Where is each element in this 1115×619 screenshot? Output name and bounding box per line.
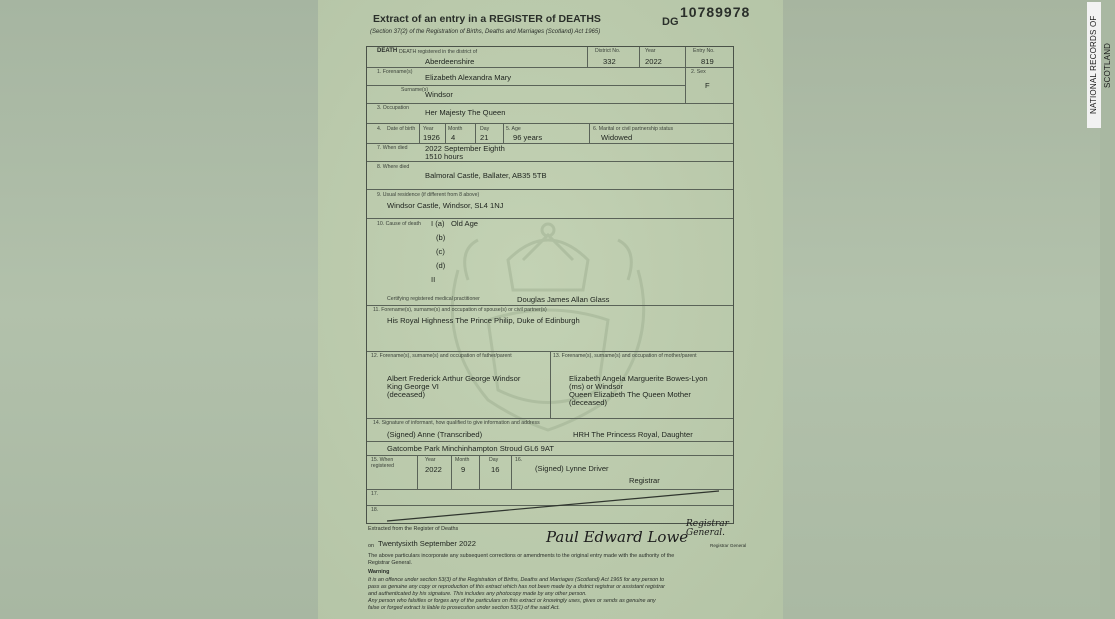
district-no-value: 332 bbox=[603, 57, 616, 66]
registrar-general-signature: Paul Edward Lowe bbox=[546, 528, 689, 546]
box16-label: 16. bbox=[515, 457, 523, 463]
residence-value: Windsor Castle, Windsor, SL4 1NJ bbox=[387, 201, 504, 210]
reg-day-label: Day bbox=[489, 457, 499, 463]
background-left bbox=[0, 0, 318, 619]
district-value: Aberdeenshire bbox=[425, 57, 475, 66]
on-label: on bbox=[368, 543, 374, 549]
marital-label: 6. Marital or civil partnership status bbox=[593, 126, 674, 132]
box17-label: 17. bbox=[371, 491, 379, 497]
death-certificate bbox=[318, 0, 783, 619]
box18-label: 18. bbox=[371, 507, 379, 513]
reg-year-label: Year bbox=[425, 457, 436, 463]
where-died-value: Balmoral Castle, Ballater, AB35 5TB bbox=[425, 171, 547, 180]
surname-value: Windsor bbox=[425, 90, 453, 99]
certificate-subtitle: (Section 37(2) of the Registration of Births, Deaths and Marriages (Scotland) Act 1965) bbox=[370, 29, 601, 35]
warning-line2: pass as genuine any copy or reproduction of this extract which has not been made by a district registrar or assistant registrar bbox=[368, 584, 665, 590]
serial-prefix: DG bbox=[662, 16, 679, 28]
reg-day: 16 bbox=[491, 465, 500, 474]
birth-num: 4. bbox=[377, 126, 382, 132]
cause-part2: II bbox=[431, 275, 436, 284]
mother-label: 13. Forename(s), surname(s) and occupation of mother/parent bbox=[553, 353, 697, 359]
informant-address: Gatcombe Park Minchinhampton Stroud GL6 9AT bbox=[387, 444, 555, 453]
register-form bbox=[366, 46, 734, 524]
birth-month-label: Month bbox=[448, 126, 463, 132]
father-line1: Albert Frederick Arthur George Windsor bbox=[387, 374, 521, 383]
cancel-diagonal-line bbox=[367, 489, 733, 523]
cause-part1: I (a) bbox=[431, 219, 445, 228]
birth-month: 4 bbox=[451, 133, 456, 142]
age-value: 96 years bbox=[513, 133, 543, 142]
mother-line1: Elizabeth Angela Marguerite Bowes-Lyon bbox=[569, 374, 708, 383]
reg-month: 9 bbox=[461, 465, 466, 474]
mother-line4: (deceased) bbox=[569, 398, 607, 407]
when-died-label: 7. When died bbox=[377, 145, 408, 151]
informant-signature: (Signed) Anne (Transcribed) bbox=[387, 430, 483, 439]
occupation-label: 3. Occupation bbox=[377, 105, 410, 111]
photo-credit: NATIONAL RECORDS OF SCOTLAND bbox=[1087, 2, 1101, 128]
mother-line3: Queen Elizabeth The Queen Mother bbox=[569, 390, 691, 399]
warning-label: Warning bbox=[368, 569, 390, 575]
particulars-line1: The above particulars incorporate any subsequent corrections or amendments to the original entry made with the authority of the bbox=[368, 553, 675, 559]
district-label-strong: DEATH bbox=[377, 48, 398, 54]
father-line2: King George VI bbox=[387, 382, 439, 391]
certificate-title: Extract of an entry in a REGISTER of DEATHS bbox=[373, 13, 601, 25]
sex-label: 2. Sex bbox=[691, 69, 706, 75]
extracted-label: Extracted from the Register of Deaths bbox=[368, 526, 459, 532]
occupation-value: Her Majesty The Queen bbox=[425, 108, 506, 117]
district-no-label: District No. bbox=[595, 48, 621, 54]
registrar-signature: (Signed) Lynne Driver bbox=[535, 464, 609, 473]
cause-d: (d) bbox=[436, 261, 446, 270]
when-died-line1: 2022 September Eighth bbox=[425, 144, 505, 153]
birth-day: 21 bbox=[480, 133, 489, 142]
mother-line2: (ms) or Windsor bbox=[569, 382, 624, 391]
when-died-line2: 1510 hours bbox=[425, 152, 463, 161]
warning-line4: Any person who falsifies or forges any of the particulars on this extract or knowingly uses, gives or sends as genuine any bbox=[368, 598, 656, 604]
registrar-general-caption: Registrar General bbox=[710, 543, 747, 548]
warning-line1: It is an offence under section 53(3) of the Registration of Births, Deaths and Marriages (Scotland) Act 1965 for any person to bbox=[368, 577, 665, 583]
warning-line3: and authenticated by his signature. This includes any photocopy made by any other person. bbox=[368, 591, 587, 597]
reg-month-label: Month bbox=[455, 457, 470, 463]
serial-number: 10789978 bbox=[680, 4, 751, 20]
birth-year-label: Year bbox=[423, 126, 434, 132]
background-right bbox=[783, 0, 1100, 619]
birth-day-label: Day bbox=[480, 126, 490, 132]
date-of-birth-label: Date of birth bbox=[387, 126, 416, 132]
informant-qualification: HRH The Princess Royal, Daughter bbox=[573, 430, 693, 439]
spouse-value: His Royal Highness The Prince Philip, Duke of Edinburgh bbox=[387, 316, 580, 325]
reg-year: 2022 bbox=[425, 465, 442, 474]
informant-label: 14. Signature of informant, how qualified to give information and address bbox=[373, 420, 540, 426]
particulars-line2: Registrar General. bbox=[368, 560, 413, 566]
marital-value: Widowed bbox=[601, 133, 633, 142]
surname-label: Surname(s) bbox=[401, 87, 429, 93]
entry-no-label: Entry No. bbox=[693, 48, 715, 54]
forenames-label: 1. Forename(s) bbox=[377, 69, 413, 75]
registrar-general-signature-title: Registrar General. bbox=[686, 519, 729, 538]
residence-label: 9. Usual residence (if different from 8 above) bbox=[377, 192, 480, 198]
age-label: 5. Age bbox=[506, 126, 521, 132]
cause-part1-value: Old Age bbox=[451, 219, 479, 228]
year-value: 2022 bbox=[645, 57, 662, 66]
sex-value: F bbox=[705, 81, 710, 90]
cause-c: (c) bbox=[436, 247, 445, 256]
registrar-title: Registrar bbox=[629, 476, 660, 485]
cause-b: (b) bbox=[436, 233, 446, 242]
spouse-label: 11. Forename(s), surname(s) and occupation of spouse(s) or civil partner(s) bbox=[373, 307, 547, 313]
cause-label: 10. Cause of death bbox=[377, 221, 421, 227]
warning-line5: false or forged extract is liable to prosecution under section 53(1) of the said Act. bbox=[368, 605, 560, 611]
year-label: Year bbox=[645, 48, 656, 54]
certifier-label: Certifying registered medical practitioner bbox=[387, 296, 480, 302]
extract-date: Twentysixth September 2022 bbox=[378, 539, 476, 548]
entry-no-value: 819 bbox=[701, 57, 714, 66]
father-line3: (deceased) bbox=[387, 390, 425, 399]
when-registered-label: 15. When registered bbox=[371, 457, 395, 469]
forenames-value: Elizabeth Alexandra Mary bbox=[425, 73, 512, 82]
district-label: DEATH registered in the district of bbox=[399, 49, 478, 55]
father-label: 12. Forename(s), surname(s) and occupation of father/parent bbox=[371, 353, 512, 359]
certifier-value: Douglas James Allan Glass bbox=[517, 295, 610, 304]
birth-year: 1926 bbox=[423, 133, 440, 142]
where-died-label: 8. Where died bbox=[377, 164, 410, 170]
